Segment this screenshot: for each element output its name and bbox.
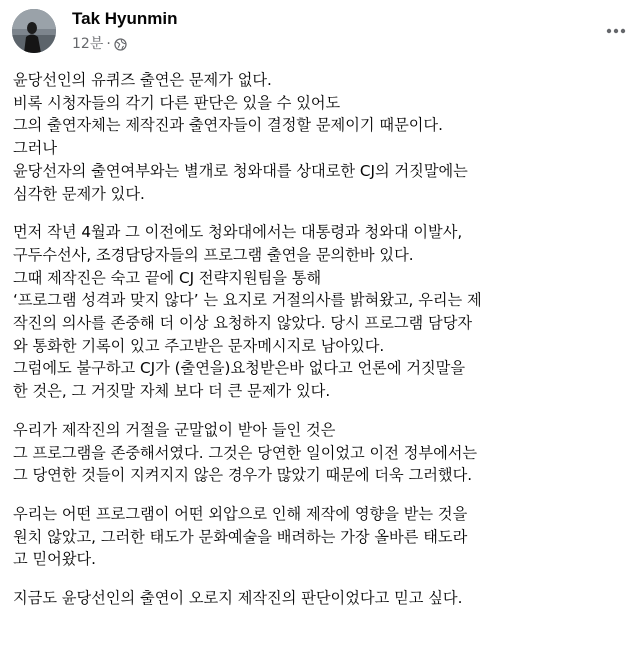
- post-body: [13, 69, 633, 626]
- post-paragraph: [13, 69, 633, 205]
- post-text-line: 원치 않았고, 그러한 태도가 문화예술을 배려하는 가장 올바른 태도라: [13, 527, 468, 546]
- post-text-line: 와 통화한 기록이 있고 주고받은 문자메시지로 남아있다.: [13, 336, 385, 355]
- post-text-line: 그 프로그램을 존중해서였다. 그것은 당연한 일이었고 이전 정부에서는: [13, 443, 478, 462]
- more-horizontal-icon: [606, 28, 626, 34]
- post-text-line: ‘프로그램 성격과 맞지 않다’ 는 요지로 거절의사를 밝혀왔고, 우리는 제: [13, 291, 482, 310]
- post-paragraph: [13, 221, 633, 403]
- post-text-line: 윤당선인의 유퀴즈 출연은 문제가 없다.: [13, 71, 272, 89]
- post-text-line: 윤당선자의 출연여부와는 별개로 청와대를 상대로한 CJ의 거짓말에는: [13, 161, 468, 180]
- post-paragraph: [13, 503, 633, 571]
- post-text-line: 우리가 제작진의 거절을 군말없이 받아 들인 것은: [13, 420, 336, 439]
- post-text-line: 구두수선사, 조경담당자들의 프로그램 출연을 문의한바 있다.: [13, 245, 414, 264]
- avatar-photo: [12, 9, 56, 53]
- post-text-line: 비록 시청자들의 각기 다른 판단은 있을 수 있어도: [13, 93, 341, 112]
- post-text-line: 그러나: [13, 139, 58, 158]
- author-name[interactable]: Tak Hyunmin: [72, 9, 178, 28]
- post-header: [0, 0, 640, 62]
- post-text-line: 그때 제작진은 숙고 끝에 CJ 전략지원팀을 통해: [13, 268, 322, 287]
- post-text-line: 심각한 문제가 있다.: [13, 184, 145, 203]
- post-text-line: 작진의 의사를 존중해 더 이상 요청하지 않았다. 당시 프로그램 담당자: [13, 314, 473, 333]
- post-text-line: 지금도 윤당선인의 출연이 오로지 제작진의 판단이었다고 믿고 싶다.: [13, 589, 463, 608]
- avatar[interactable]: [12, 9, 56, 53]
- post-text-line: 그의 출연자체는 제작진과 출연자들이 결정할 문제이기 때문이다.: [13, 116, 443, 135]
- post-text-line: 그 당연한 것들이 지켜지지 않은 경우가 많았기 때문에 더욱 그러했다.: [13, 466, 473, 485]
- globe-icon[interactable]: [114, 38, 127, 51]
- post-paragraph: [13, 587, 633, 610]
- more-options-button[interactable]: [604, 19, 628, 43]
- post-text-line: 우리는 어떤 프로그램이 어떤 외압으로 인해 제작에 영향을 받는 것을: [13, 504, 468, 523]
- post-text-line: 그럼에도 불구하고 CJ가 (출연을)요청받은바 없다고 언론에 거짓말을: [13, 359, 466, 378]
- post-paragraph: [13, 419, 633, 487]
- post-text-line: 고 믿어왔다.: [13, 550, 97, 569]
- post-meta: [72, 35, 127, 53]
- meta-separator: ·: [106, 36, 111, 52]
- post-text-line: 한 것은, 그 거짓말 자체 보다 더 큰 문제가 있다.: [13, 382, 331, 401]
- post-time[interactable]: 12분: [72, 36, 104, 52]
- post-text-line: 먼저 작년 4월과 그 이전에도 청와대에서는 대통령과 청와대 이발사,: [13, 223, 463, 242]
